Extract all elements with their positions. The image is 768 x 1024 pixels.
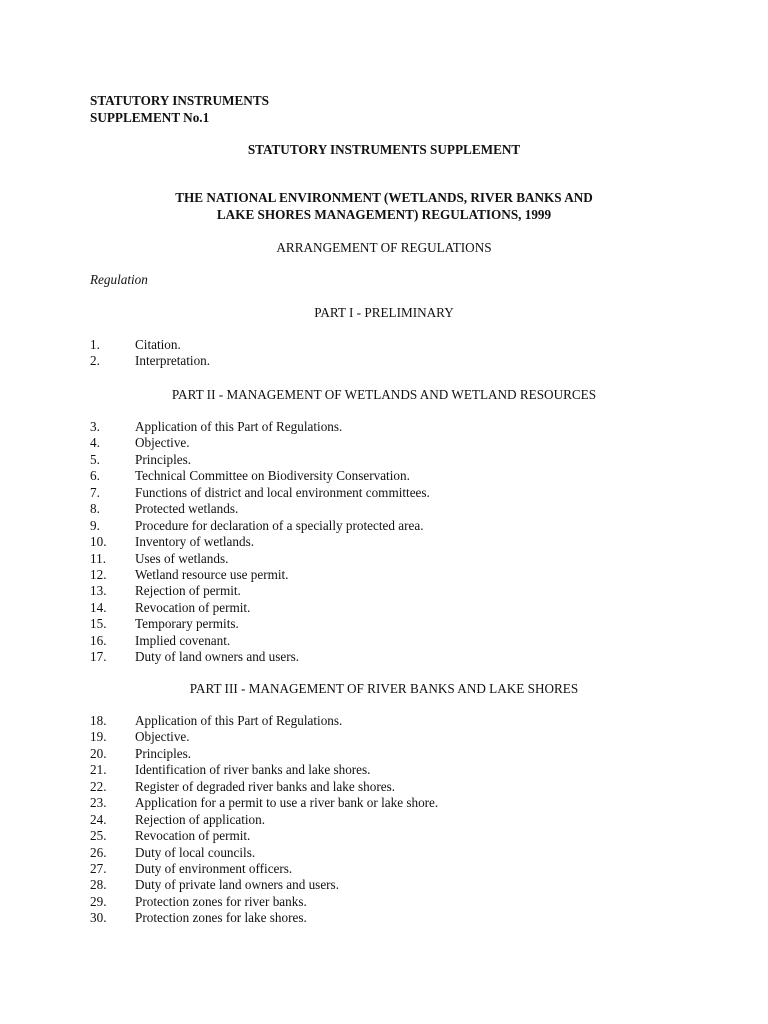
item-text: Protection zones for river banks. bbox=[135, 893, 307, 909]
part-heading: PART II - MANAGEMENT OF WETLANDS AND WETLAND RESOURCES bbox=[171, 387, 597, 402]
regulations-title bbox=[90, 190, 678, 223]
item-number: 3. bbox=[90, 419, 100, 434]
item-number: 30. bbox=[90, 910, 107, 926]
item-number: 20. bbox=[90, 745, 107, 761]
item-text: Revocation of permit. bbox=[135, 828, 251, 844]
list-item bbox=[90, 649, 690, 665]
item-text: Principles. bbox=[135, 745, 192, 761]
list-item bbox=[90, 600, 690, 616]
item-number: 11. bbox=[90, 550, 106, 566]
item-number: 13. bbox=[90, 583, 107, 599]
list-item bbox=[90, 583, 690, 599]
item-number: 25. bbox=[90, 828, 107, 844]
item-number: 12. bbox=[90, 566, 107, 582]
item-number: 8. bbox=[90, 501, 100, 517]
item-number: 23. bbox=[90, 795, 107, 811]
item-text: Duty of environment officers. bbox=[135, 860, 293, 876]
regulation-list bbox=[90, 713, 690, 927]
list-item bbox=[90, 828, 690, 844]
supplement-title: STATUTORY INSTRUMENTS SUPPLEMENT bbox=[247, 142, 521, 157]
item-text: Duty of land owners and users. bbox=[135, 649, 300, 665]
item-number: 16. bbox=[90, 632, 107, 648]
regulations-title-line-2: LAKE SHORES MANAGEMENT) REGULATIONS, 1999 bbox=[216, 206, 552, 222]
list-item bbox=[90, 746, 690, 762]
item-text: Interpretation. bbox=[135, 353, 211, 369]
item-text: Technical Committee on Biodiversity Conservation. bbox=[135, 468, 410, 484]
item-text: Duty of private land owners and users. bbox=[135, 877, 339, 893]
list-item bbox=[90, 762, 690, 778]
item-text: Wetland resource use permit. bbox=[135, 566, 289, 582]
item-number: 19. bbox=[90, 729, 107, 745]
item-text: Objective. bbox=[135, 435, 190, 451]
list-item bbox=[90, 713, 690, 729]
list-item bbox=[90, 729, 690, 745]
item-number: 22. bbox=[90, 778, 107, 794]
item-number: 28. bbox=[90, 877, 107, 893]
item-text: Protection zones for lake shores. bbox=[135, 910, 307, 926]
list-item bbox=[90, 877, 690, 893]
item-number: 29. bbox=[90, 893, 107, 909]
item-text: Procedure for declaration of a specially protected area. bbox=[135, 517, 424, 533]
item-text: Duty of local councils. bbox=[135, 844, 256, 860]
list-item bbox=[90, 485, 690, 501]
item-text: Objective. bbox=[135, 729, 190, 745]
list-item bbox=[90, 551, 690, 567]
list-item bbox=[90, 845, 690, 861]
header-line-1: STATUTORY INSTRUMENTS bbox=[90, 93, 269, 108]
item-text: Application for a permit to use a river bank or lake shore. bbox=[135, 795, 439, 811]
list-item bbox=[90, 337, 690, 353]
list-item bbox=[90, 435, 690, 451]
item-number: 26. bbox=[90, 844, 107, 860]
item-text: Register of degraded river banks and lake shores. bbox=[135, 778, 395, 794]
item-number: 17. bbox=[90, 649, 107, 665]
item-text: Application of this Part of Regulations. bbox=[135, 419, 343, 434]
part-heading: PART III - MANAGEMENT OF RIVER BANKS AND LAKE SHORES bbox=[189, 681, 579, 696]
item-text: Uses of wetlands. bbox=[135, 550, 229, 566]
arrangement-heading: ARRANGEMENT OF REGULATIONS bbox=[276, 240, 492, 255]
list-item bbox=[90, 894, 690, 910]
item-text: Identification of river banks and lake shores. bbox=[135, 762, 371, 778]
item-number: 24. bbox=[90, 811, 107, 827]
item-number: 5. bbox=[90, 451, 100, 467]
list-item bbox=[90, 861, 690, 877]
list-item bbox=[90, 779, 690, 795]
list-item bbox=[90, 353, 690, 369]
list-item bbox=[90, 534, 690, 550]
item-number: 18. bbox=[90, 713, 107, 728]
item-number: 15. bbox=[90, 616, 107, 632]
list-item bbox=[90, 419, 690, 435]
list-item bbox=[90, 452, 690, 468]
header-line-2: SUPPLEMENT No.1 bbox=[90, 109, 210, 125]
list-item bbox=[90, 812, 690, 828]
regulations-title-line-1: THE NATIONAL ENVIRONMENT (WETLANDS, RIVER BANKS AND bbox=[175, 190, 593, 205]
item-number: 6. bbox=[90, 468, 100, 484]
list-item bbox=[90, 910, 690, 926]
part-heading: PART I - PRELIMINARY bbox=[314, 305, 454, 320]
document-header bbox=[90, 93, 690, 126]
list-item bbox=[90, 468, 690, 484]
item-number: 14. bbox=[90, 599, 107, 615]
item-text: Principles. bbox=[135, 451, 192, 467]
item-number: 27. bbox=[90, 860, 107, 876]
regulation-column-label: Regulation bbox=[90, 272, 148, 287]
item-text: Rejection of permit. bbox=[135, 583, 241, 599]
item-text: Citation. bbox=[135, 337, 181, 352]
item-text: Revocation of permit. bbox=[135, 599, 251, 615]
list-item bbox=[90, 616, 690, 632]
list-item bbox=[90, 501, 690, 517]
item-text: Implied covenant. bbox=[135, 632, 231, 648]
list-item bbox=[90, 795, 690, 811]
list-item bbox=[90, 518, 690, 534]
item-number: 21. bbox=[90, 762, 107, 778]
item-number: 2. bbox=[90, 353, 100, 369]
list-item bbox=[90, 633, 690, 649]
regulation-list bbox=[90, 337, 690, 370]
item-number: 4. bbox=[90, 435, 100, 451]
item-number: 9. bbox=[90, 517, 100, 533]
list-item bbox=[90, 567, 690, 583]
item-number: 10. bbox=[90, 534, 107, 550]
item-text: Temporary permits. bbox=[135, 616, 239, 632]
item-text: Application of this Part of Regulations. bbox=[135, 713, 343, 728]
item-number: 7. bbox=[90, 484, 100, 500]
item-text: Inventory of wetlands. bbox=[135, 534, 255, 550]
item-number: 1. bbox=[90, 337, 100, 352]
item-text: Rejection of application. bbox=[135, 811, 266, 827]
regulation-list bbox=[90, 419, 690, 666]
item-text: Functions of district and local environment committees. bbox=[135, 484, 430, 500]
item-text: Protected wetlands. bbox=[135, 501, 239, 517]
